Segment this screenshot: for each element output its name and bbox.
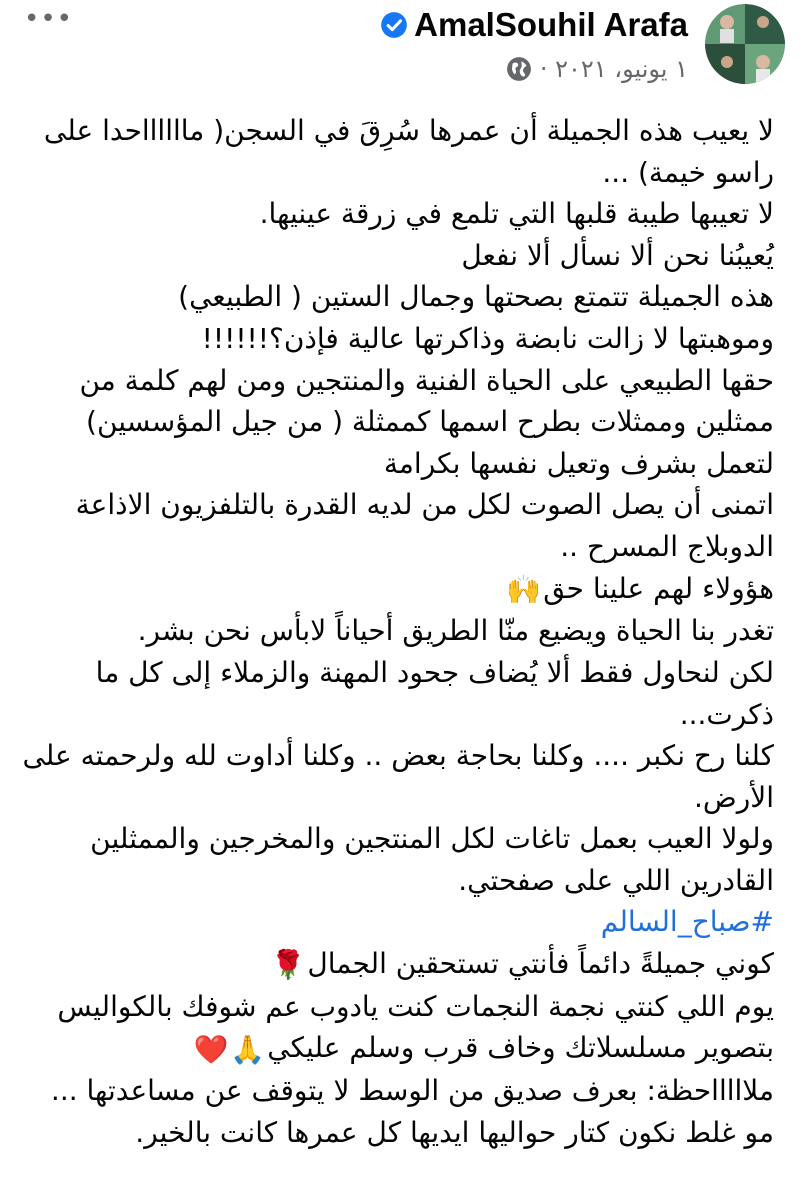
more-options-button[interactable] (24, 4, 74, 38)
profile-photo-icon (705, 4, 785, 84)
post-line-with-emoji (20, 568, 774, 611)
post-line: تغدر بنا الحياة ويضيع منّا الطريق أحياناً لابأس نحن بشر. (137, 614, 774, 648)
author-name[interactable]: AmalSouhil Arafa (414, 6, 688, 43)
post-line: لتعمل بشرف وتعيل نفسها بكرامة (383, 446, 774, 480)
post-line: لكن لنحاول فقط ألا يُضاف جحود المهنة والزملاء إلى كل ما ذكرت... (95, 655, 774, 731)
rose-icon: 🌹 (270, 948, 306, 982)
post-line-text: هؤولاء لهم علينا حق (543, 571, 774, 605)
red-heart-icon: ❤️ (193, 1032, 229, 1066)
post-line: لا يعيب هذه الجميلة أن عمرها سُرِقَ في السجن( مااااااحدا على راسو خيمة) ... (43, 114, 774, 189)
praying-hands-icon: 🙏 (230, 1032, 266, 1066)
post-meta (506, 52, 688, 86)
post-line: حقها الطبيعي على الحياة الفنية والمنتجين ومن لهم كلمة من ممثلين وممثلات بطرح اسمها كممثلة ( من جيل المؤسسين) (79, 363, 774, 439)
author-line (380, 4, 688, 46)
post-line: يُعيبُنا نحن ألا نسأل ألا نفعل (461, 238, 774, 272)
post-text (20, 110, 774, 1153)
post-line: اتمنى أن يصل الصوت لكل من لديه القدرة بالتلفزيون الاذاعة الدوبلاج المسرح .. (75, 488, 774, 563)
post-line-with-emoji (20, 943, 774, 986)
post-line: كلنا رح نكبر .... وكلنا بحاجة بعض .. وكلنا أداوت لله ولرحمته على الأرض. (22, 739, 774, 814)
post-line: ملاااااحظة: بعرف صديق من الوسط لا يتوقف عن مساعدتها ... مو غلط نكون كتار حواليها ايديها كل عمرها كانت بالخير. (50, 1074, 774, 1149)
post-line: لا تعيبها طيبة قلبها التي تلمع في زرقة عينيها. (259, 197, 774, 231)
avatar[interactable] (705, 4, 785, 84)
more-horizontal-icon[interactable]: ••• (24, 4, 74, 34)
post-line-text: كوني جميلةً دائماً فأنتي تستحقين الجمال (307, 947, 774, 981)
hashtag-link[interactable]: #صباح_السالم (600, 905, 774, 939)
post-header (0, 0, 800, 96)
post-line: هذه الجميلة تتمتع بصحتها وجمال الستين ( الطبيعي) (178, 280, 774, 314)
globe-icon[interactable] (506, 56, 532, 82)
verified-badge-icon (380, 11, 408, 39)
post-line-with-emoji (20, 986, 774, 1070)
post-line: وموهبتها لا زالت نابضة وذاكرتها عالية فإذن؟!!!!!! (201, 321, 774, 355)
raised-hands-icon: 🙌 (506, 572, 542, 606)
post-date[interactable]: ١ يونيو، ٢٠٢١ · (539, 55, 688, 83)
post-line: ولولا العيب بعمل تاغات لكل المنتجين والمخرجين والممثلين القادرين اللي على صفحتي. (90, 822, 774, 897)
post-line-text: يوم اللي كنتي نجمة النجمات كنت يادوب عم شوفك بالكواليس بتصوير مسلسلاتك وخاف قرب وسلم عليكي (57, 989, 774, 1065)
